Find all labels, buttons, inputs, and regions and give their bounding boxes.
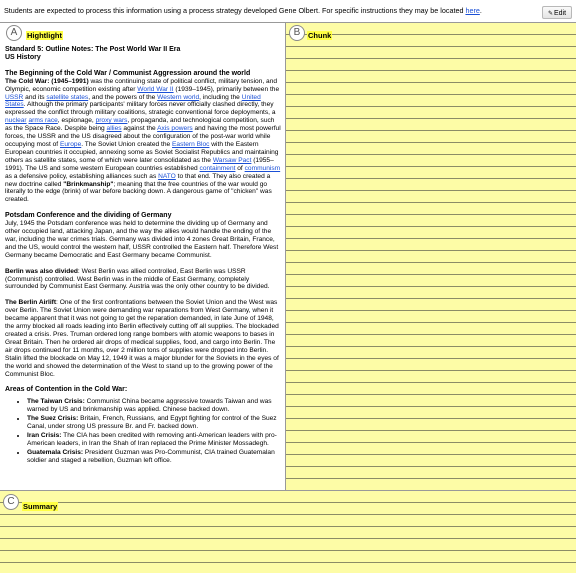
link-nuclear[interactable]: nuclear [5,117,27,125]
highlight-label: Hightlight [27,31,62,40]
link-communism[interactable]: communism [244,164,281,172]
list-item: • Iran Crisis: The CIA has been credited with removing anti-American leaders with pro- American leaders, in Iran the Shah of Iran replaced the Prime Minister Mossadegh. [27,432,283,448]
section-heading-potsdam: Potsdam Conference and the dividing of Germany [5,212,172,220]
link-arms-race[interactable]: arms race [28,117,58,125]
link-ww2[interactable]: World War II [137,85,174,93]
column-letter-b: B [289,25,305,41]
column-letter-a: A [6,25,22,41]
link-ussr[interactable]: USSR [5,93,24,101]
link-proxy-wars[interactable]: proxy wars [95,117,128,125]
link-containment[interactable]: containment [199,164,236,172]
link-allies[interactable]: allies [106,125,122,133]
chunk-label: Chunk [308,31,332,40]
link-europe[interactable]: Europe [59,140,82,148]
link-eastern-bloc[interactable]: Eastern Bloc [172,140,210,148]
link-united-states[interactable]: United States [5,93,261,109]
intro-text: Students are expected to process this information using a process strategy developed Gene Olbert. For specific instructions they may be located here. [4,6,482,15]
notes-document [5,46,283,466]
link-satellite-states[interactable]: satellite states [46,93,89,101]
pencil-icon: ✎ [547,11,553,17]
link-nato[interactable]: NATO [158,172,176,180]
edit-button[interactable]: ✎Edit [542,6,572,19]
subject-title: US History [5,53,41,61]
chunk-column[interactable] [286,23,576,490]
section-heading-berlin-divided: Berlin was also divided [5,267,78,275]
summary-label: Summary [23,502,58,511]
berlin-airlift-paragraph: The Berlin Airlift: One of the first confrontations between the Soviet Union and the West was over Berlin. The Soviet Union were demanding war reparations from West Germany, when it became apparent that it was not going to get the reparation demanded, in late June of 1948, the army blocked all roads leading into Berlin effectively cutting off all supplies. The blockaded created a crisis. Pres. Truman ordered long range bombers with atomic weapons to bases in Great Britain. Then he ordered air drops of medical supplies, food, and cargo into Berlin. The air drops continued for 11 months, over 2 million tons of supplies were dropped into Berlin. Stalin lifted the blockade on May 12, 1949 it was a major blunder for the Soviets in the eyes of the world and showed the determination of the West to stand up to the growing power of the Communist Bloc. [5,299,279,378]
link-warsaw-pact[interactable]: Warsaw Pact [212,156,252,164]
section-heading-berlin-airlift: The Berlin Airlift [5,299,57,307]
standard-title: Standard 5: Outline Notes: The Post World War II Era [5,46,181,53]
column-letter-c: C [3,494,19,510]
berlin-divided-paragraph: Berlin was also divided: West Berlin was allied controlled, East Berlin was USSR (Communist) controlled. West Berlin was in the middle of East Germany, completely surrounded by Communist East Germany. Austria was the only other country to be divided. [5,267,270,291]
section-heading-contention: Areas of Contention in the Cold War: [5,386,128,394]
potsdam-paragraph: July, 1945 the Potsdam conference was held to determine the dividing up of Germany and other occupied land, attacking Japan, and the way the allies would handle the ending of the war, including the war crimes trials. Germany was divided into 4 zones Great Britain, France, and the US, would control the western half, USSR controlled the Eastern half. Therefore West Germany became Democratic and East Germany became Communist. [5,220,279,259]
contention-list [5,398,283,464]
cold-war-paragraph: The Cold War: (1945–1991) was the continuing state of political conflict, military tension, and Olympic, economic competition existing after World War II (1939–1945), primarily between the USSR and its satellite states, and the powers of the Western world, including the United States. Although the primary participants' military forces never officially clashed directly, they expressed the conflict through military coalitions, strategic conventional force deployments, a nuclear arms race, espionage, proxy wars, propaganda, and technological competition, such as the Space Race. Despite being allies against the Axis powers and having the most powerful forces, the USSR and the US disagreed about the configuration of the post-war world while occupying most of Europe. The Soviet Union created the Eastern Bloc with the Eastern European countries it occupied, annexing some as Soviet Socialist Republics and maintaining others as satellite states, some of which were later consolidated as the Warsaw Pact (1955–1991). The US and some western European countries established containment of communism as a defensive policy, establishing alliances such as NATO to that end. They also created a new doctrine called "Brinkmanship"; meaning that the free countries of the war would go literally to the edge (brink) of war before backing down. A dangerous game of "chicken" was created. [5,77,281,204]
instructions-link[interactable]: here [465,6,480,15]
list-item: • The Suez Crisis: Britain, French, Russians, and Egypt fighting for control of the Suez Canal, under strong US pressure Br. and Fr. backed down. [27,415,283,431]
list-item: • The Taiwan Crisis: Communist China became aggressive towards Taiwan and was warned by US and brinkmanship was applied. Chinese backed down. [27,398,283,414]
summary-column[interactable] [0,490,576,573]
section-heading-cold-war: The Beginning of the Cold War / Communist Aggression around the world [5,69,251,77]
list-item: • Guatemala Crisis: President Guzman was Pro-Communist, CIA trained Guatemalan soldier and staged a rebellion, Guzman left office. [27,449,283,465]
link-western-world[interactable]: Western world [157,93,200,101]
link-axis-powers[interactable]: Axis powers [157,125,193,133]
